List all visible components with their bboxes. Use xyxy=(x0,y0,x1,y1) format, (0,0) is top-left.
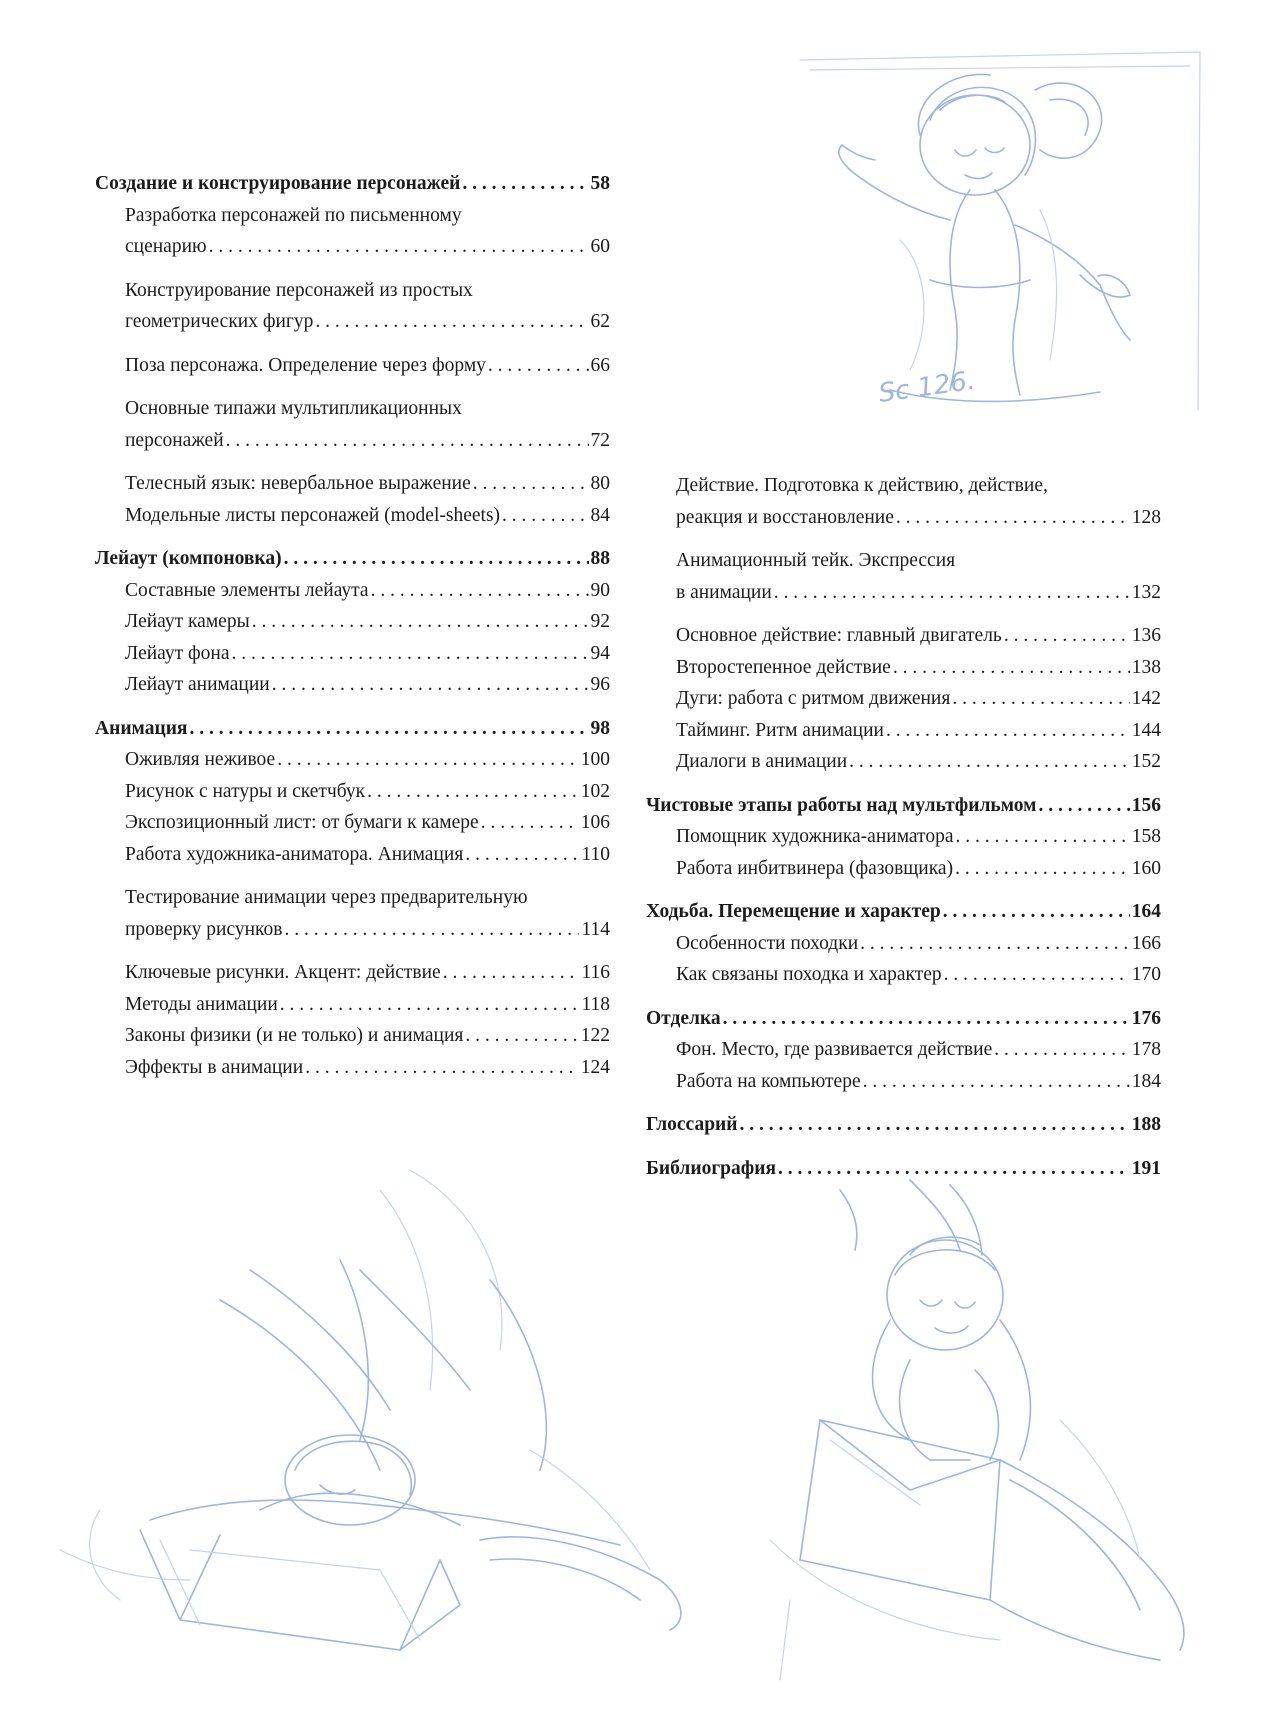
toc-left-column xyxy=(95,168,610,1083)
toc-page-number: 124 xyxy=(580,1056,610,1078)
toc-entry-title: Отделка xyxy=(646,1007,721,1029)
dot-leader xyxy=(473,468,589,500)
toc-page-number: 184 xyxy=(1131,1070,1161,1092)
dot-leader xyxy=(863,1066,1130,1098)
toc-section-entry[interactable] xyxy=(646,1153,1161,1185)
toc-page-number: 92 xyxy=(590,611,610,632)
character-sketch-bottom-right xyxy=(760,1160,1240,1700)
toc-page-number: 188 xyxy=(1131,1114,1161,1135)
toc-section-entry[interactable] xyxy=(646,1003,1161,1035)
toc-entry-title: Методы анимации xyxy=(125,993,278,1015)
toc-section-entry[interactable] xyxy=(646,896,1161,928)
toc-page-number: 160 xyxy=(1131,857,1161,879)
toc-page-number: 166 xyxy=(1131,932,1161,954)
toc-entry-title: Работа инбитвинера (фазовщика) xyxy=(676,857,954,879)
toc-subsection-entry[interactable] xyxy=(95,776,610,808)
toc-subsection-entry[interactable] xyxy=(95,350,610,382)
dot-leader xyxy=(465,839,579,871)
character-sketch-bottom-left xyxy=(60,1150,720,1690)
dot-leader xyxy=(896,502,1130,534)
toc-subsection-entry[interactable] xyxy=(646,746,1161,778)
toc-page-number: 60 xyxy=(590,236,610,257)
toc-page-number: 136 xyxy=(1131,625,1161,646)
toc-subsection-entry[interactable] xyxy=(95,500,610,532)
toc-page-number: 170 xyxy=(1131,964,1161,985)
dot-leader xyxy=(209,231,589,263)
toc-entry-title: Тайминг. Ритм анимации xyxy=(676,719,884,741)
toc-entry-title-line: Тестирование анимации через предварительную xyxy=(125,887,528,908)
dot-leader xyxy=(849,746,1130,778)
toc-page-number: 132 xyxy=(1131,581,1161,603)
dot-leader xyxy=(284,914,579,946)
toc-entry-title: Лейаут фона xyxy=(125,642,230,664)
dot-leader xyxy=(952,683,1129,715)
toc-page-number: 90 xyxy=(590,579,610,601)
toc-subsection-entry[interactable] xyxy=(95,275,610,338)
toc-subsection-entry[interactable] xyxy=(95,575,610,607)
toc-subsection-entry[interactable] xyxy=(95,882,610,945)
toc-subsection-entry[interactable] xyxy=(95,200,610,263)
toc-entry-title-line: Разработка персонажей по письменному xyxy=(125,204,462,226)
toc-subsection-entry[interactable] xyxy=(646,853,1161,885)
toc-subsection-entry[interactable] xyxy=(646,959,1161,991)
dot-leader xyxy=(462,168,588,200)
toc-subsection-entry[interactable] xyxy=(95,638,610,670)
toc-entry-title: Оживляя неживое xyxy=(125,749,276,770)
toc-entry-title: проверку рисунков xyxy=(125,918,283,940)
toc-subsection-entry[interactable] xyxy=(646,652,1161,684)
toc-subsection-entry[interactable] xyxy=(646,1034,1161,1066)
toc-page-number: 100 xyxy=(580,749,610,770)
dot-leader xyxy=(893,652,1130,684)
dot-leader xyxy=(465,1020,578,1052)
toc-section-entry[interactable] xyxy=(95,543,610,575)
toc-entry-title-line: Основные типажи мультипликационных xyxy=(125,398,462,419)
toc-subsection-entry[interactable] xyxy=(646,821,1161,853)
toc-page-number: 84 xyxy=(590,504,610,526)
toc-section-entry[interactable] xyxy=(95,713,610,745)
dot-leader xyxy=(481,807,579,839)
dot-leader xyxy=(272,669,589,701)
toc-entry-title: Рисунок с натуры и скетчбук xyxy=(125,780,366,802)
toc-subsection-entry[interactable] xyxy=(95,1020,610,1052)
toc-entry-title: геометрических фигур xyxy=(125,311,314,332)
toc-page-number: 122 xyxy=(580,1025,610,1046)
toc-section-entry[interactable] xyxy=(95,168,610,200)
toc-subsection-entry[interactable] xyxy=(646,928,1161,960)
toc-entry-title: Телесный язык: невербальное выражение xyxy=(125,473,471,494)
toc-entry-title: Эффекты в анимации xyxy=(125,1056,304,1078)
dot-leader xyxy=(994,1034,1130,1066)
toc-subsection-entry[interactable] xyxy=(95,669,610,701)
dot-leader xyxy=(367,776,579,808)
toc-entry-title: Законы физики (и не только) и анимация xyxy=(125,1025,464,1046)
toc-entry-title: Создание и конструирование персонажей xyxy=(95,173,461,194)
toc-page-number: 102 xyxy=(580,780,610,802)
dot-leader xyxy=(226,425,589,457)
toc-subsection-entry[interactable] xyxy=(95,744,610,776)
toc-subsection-entry[interactable] xyxy=(646,470,1161,533)
toc-subsection-entry[interactable] xyxy=(95,807,610,839)
dot-leader xyxy=(778,1153,1130,1185)
toc-subsection-entry[interactable] xyxy=(95,606,610,638)
toc-entry-title: Особенности походки xyxy=(676,932,859,954)
dot-leader xyxy=(280,989,580,1021)
dot-leader xyxy=(305,1052,579,1084)
dot-leader xyxy=(1038,790,1129,822)
toc-page-number: 178 xyxy=(1131,1039,1161,1060)
toc-entry-title: Второстепенное действие xyxy=(676,656,891,678)
dot-leader xyxy=(189,713,588,745)
toc-entry-title-line: Анимационный тейк. Экспрессия xyxy=(676,550,956,571)
toc-page-number: 191 xyxy=(1131,1157,1161,1179)
dot-leader xyxy=(944,959,1130,991)
toc-entry-title: Экспозиционный лист: от бумаги к камере xyxy=(125,812,479,833)
toc-page-number: 98 xyxy=(590,717,610,739)
dot-leader xyxy=(371,575,589,607)
toc-page-number: 58 xyxy=(590,173,610,194)
toc-page-number: 144 xyxy=(1131,719,1161,741)
toc-subsection-entry[interactable] xyxy=(95,989,610,1021)
toc-entry-title: Анимация xyxy=(95,717,188,739)
dot-leader xyxy=(886,715,1130,747)
toc-entry-title: Помощник художника-аниматора xyxy=(676,826,954,847)
toc-page-number: 152 xyxy=(1131,751,1161,772)
toc-page-number: 128 xyxy=(1131,506,1161,528)
toc-page-number: 114 xyxy=(581,918,610,940)
toc-page-number: 118 xyxy=(581,993,610,1015)
dot-leader xyxy=(277,744,579,776)
toc-page-number: 176 xyxy=(1131,1007,1161,1029)
toc-subsection-entry[interactable] xyxy=(646,1066,1161,1098)
toc-entry-title: персонажей xyxy=(125,429,224,451)
toc-entry-title: Библиография xyxy=(646,1157,777,1179)
toc-page-number: 96 xyxy=(590,674,610,695)
toc-entry-title: Работа на компьютере xyxy=(676,1070,861,1092)
dot-leader xyxy=(955,853,1130,885)
toc-page-number: 72 xyxy=(590,429,610,451)
toc-subsection-entry[interactable] xyxy=(95,468,610,500)
dot-leader xyxy=(723,1003,1130,1035)
dot-leader xyxy=(1004,620,1130,652)
toc-entry-title: Ключевые рисунки. Акцент: действие xyxy=(125,962,441,983)
toc-page-number: 106 xyxy=(580,812,610,833)
toc-entry-title: Дуги: работа с ритмом движения xyxy=(676,688,951,709)
toc-entry-title: Чистовые этапы работы над мультфильмом xyxy=(646,794,1037,816)
toc-page-number: 116 xyxy=(581,962,610,983)
toc-entry-title: Составные элементы лейаута xyxy=(125,579,369,601)
toc-page-number: 94 xyxy=(590,642,610,664)
dot-leader xyxy=(860,928,1130,960)
toc-entry-title: Основное действие: главный двигатель xyxy=(676,625,1002,646)
character-sketch-top-right xyxy=(780,40,1220,420)
toc-entry-title-line: Действие. Подготовка к действию, действие, xyxy=(676,475,1048,496)
dot-leader xyxy=(315,306,588,338)
toc-subsection-entry[interactable] xyxy=(95,957,610,989)
toc-page-number: 142 xyxy=(1131,688,1161,709)
toc-entry-title: Лейаут (компоновка) xyxy=(95,548,282,569)
toc-section-entry[interactable] xyxy=(646,1109,1161,1141)
toc-entry-title: Работа художника-аниматора. Анимация xyxy=(125,843,464,865)
toc-entry-title: в анимации xyxy=(676,581,772,603)
dot-leader xyxy=(488,350,589,382)
toc-page-number: 62 xyxy=(590,311,610,332)
dot-leader xyxy=(774,577,1130,609)
dot-leader xyxy=(955,821,1129,853)
toc-entry-title: Глоссарий xyxy=(646,1114,738,1135)
toc-entry-title: Диалоги в анимации xyxy=(676,751,848,772)
toc-right-column xyxy=(646,470,1161,1184)
toc-entry-title: сценарию xyxy=(125,236,207,257)
toc-subsection-entry[interactable] xyxy=(95,393,610,456)
toc-page-number: 110 xyxy=(581,843,610,865)
toc-page-number: 80 xyxy=(590,473,610,494)
dot-leader xyxy=(252,606,589,638)
toc-subsection-entry[interactable] xyxy=(646,683,1161,715)
toc-page-number: 158 xyxy=(1131,826,1161,847)
toc-page-number: 88 xyxy=(590,548,610,569)
toc-page-number: 164 xyxy=(1131,901,1161,922)
toc-subsection-entry[interactable] xyxy=(95,839,610,871)
toc-entry-title-line: Конструирование персонажей из простых xyxy=(125,279,473,301)
toc-entry-title: Модельные листы персонажей (model-sheets) xyxy=(125,504,501,526)
svg-text:Sc 126.: Sc 126. xyxy=(876,365,977,409)
toc-page-number: 66 xyxy=(590,354,610,376)
toc-entry-title: Лейаут анимации xyxy=(125,674,270,695)
dot-leader xyxy=(740,1109,1130,1141)
dot-leader xyxy=(231,638,588,670)
toc-entry-title: Как связаны походка и характер xyxy=(676,964,942,985)
toc-entry-title: Ходьба. Перемещение и характер xyxy=(646,901,941,922)
toc-page-number: 156 xyxy=(1131,794,1161,816)
toc-entry-title: Лейаут камеры xyxy=(125,611,250,632)
dot-leader xyxy=(443,957,580,989)
toc-entry-title: Поза персонажа. Определение через форму xyxy=(125,354,486,376)
toc-subsection-entry[interactable] xyxy=(646,620,1161,652)
toc-page-number: 138 xyxy=(1131,656,1161,678)
dot-leader xyxy=(943,896,1130,928)
toc-entry-title: Фон. Место, где развивается действие xyxy=(676,1039,993,1060)
toc-section-entry[interactable] xyxy=(646,790,1161,822)
dot-leader xyxy=(502,500,588,532)
dot-leader xyxy=(284,543,589,575)
toc-entry-title: реакция и восстановление xyxy=(676,506,894,528)
toc-subsection-entry[interactable] xyxy=(646,715,1161,747)
toc-subsection-entry[interactable] xyxy=(646,545,1161,608)
toc-subsection-entry[interactable] xyxy=(95,1052,610,1084)
